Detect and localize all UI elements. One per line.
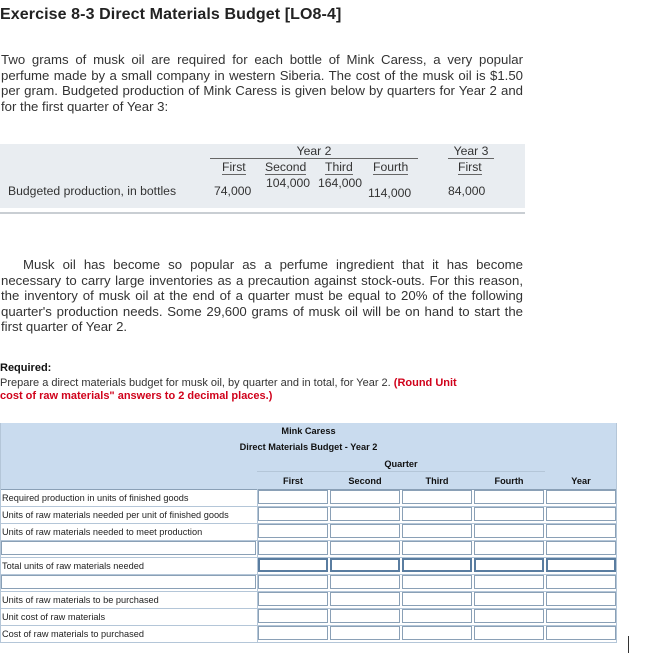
input-r1-c2[interactable] <box>330 490 400 504</box>
row-units-needed-production: Units of raw materials needed to meet production <box>2 527 203 537</box>
required-text <box>0 377 470 403</box>
input-r3-c2[interactable] <box>330 524 400 538</box>
input-r8-c2[interactable] <box>330 609 400 623</box>
row-units-per-unit: Units of raw materials needed per unit of finished goods <box>2 510 229 520</box>
quarter-second: Second <box>265 160 307 174</box>
input-r8-c4[interactable] <box>474 609 544 623</box>
input-r7-c1[interactable] <box>258 592 328 606</box>
rounding-note: (Round Unit cost of raw materials" answers to 2 decimal places.) <box>0 377 457 402</box>
input-r9-c1[interactable] <box>258 626 328 640</box>
year3-quarter-first: First <box>458 160 482 174</box>
input-r4-c3[interactable] <box>402 541 472 555</box>
input-r9-c4[interactable] <box>474 626 544 640</box>
label-input-row-4[interactable] <box>1 541 256 555</box>
inventory-paragraph: Musk oil has become so popular as a perfume ingredient that it has become necessary to carry large inventories as a precaution against stock-outs. For this reason, the inventory of musk oil at the end of a quarter must be equal to 20% of the following quarter's production needs. Some 29,600 grams of musk oil will be on hand to start the first quarter of Year 2. <box>1 257 523 335</box>
input-r1-c4[interactable] <box>474 490 544 504</box>
input-r5-c4[interactable] <box>474 558 544 572</box>
quarter-first: First <box>222 160 246 174</box>
year2-header: Year 2 <box>210 144 418 159</box>
input-r9-c3[interactable] <box>402 626 472 640</box>
input-r1-c1[interactable] <box>258 490 328 504</box>
budget-company: Mink Caress <box>281 426 336 436</box>
input-r3-c4[interactable] <box>474 524 544 538</box>
input-r6-c4[interactable] <box>474 575 544 589</box>
year3-header: Year 3 <box>448 144 494 159</box>
input-r5-c5[interactable] <box>546 558 616 572</box>
col-first: First <box>283 476 303 486</box>
input-r3-c3[interactable] <box>402 524 472 538</box>
input-r3-c5[interactable] <box>546 524 616 538</box>
row-units-to-purchase: Units of raw materials to be purchased <box>2 595 159 605</box>
input-r2-c4[interactable] <box>474 507 544 521</box>
value-year3-first: 84,000 <box>448 184 486 198</box>
quarter-header: Quarter <box>384 459 418 469</box>
input-r7-c5[interactable] <box>546 592 616 606</box>
row-cost-to-purchase: Cost of raw materials to purchased <box>2 629 144 639</box>
input-r6-c1[interactable] <box>258 575 328 589</box>
value-third: 164,000 <box>318 176 363 190</box>
input-r4-c5[interactable] <box>546 541 616 555</box>
text-cursor <box>628 636 629 653</box>
required-instruction: Prepare a direct materials budget for musk oil, by quarter and in total, for Year 2. <box>0 377 391 389</box>
input-r5-c2[interactable] <box>330 558 400 572</box>
input-r7-c2[interactable] <box>330 592 400 606</box>
col-third: Third <box>425 476 449 486</box>
input-r4-c1[interactable] <box>258 541 328 555</box>
input-r3-c1[interactable] <box>258 524 328 538</box>
input-r2-c3[interactable] <box>402 507 472 521</box>
required-heading: Required: <box>0 362 52 374</box>
input-r9-c2[interactable] <box>330 626 400 640</box>
col-second: Second <box>348 476 382 486</box>
row-unit-cost: Unit cost of raw materials <box>2 612 106 622</box>
input-r2-c5[interactable] <box>546 507 616 521</box>
row-required-production: Required production in units of finished goods <box>2 493 189 503</box>
input-r5-c3[interactable] <box>402 558 472 572</box>
budget-title: Direct Materials Budget - Year 2 <box>239 442 378 452</box>
input-r6-c5[interactable] <box>546 575 616 589</box>
input-r8-c1[interactable] <box>258 609 328 623</box>
production-row-label: Budgeted production, in bottles <box>8 184 177 198</box>
value-fourth: 114,000 <box>368 186 412 200</box>
value-first: 74,000 <box>214 184 252 198</box>
col-fourth: Fourth <box>494 476 524 486</box>
page-title: Exercise 8-3 Direct Materials Budget [LO8-4] <box>0 6 342 23</box>
input-r8-c5[interactable] <box>546 609 616 623</box>
input-r2-c1[interactable] <box>258 507 328 521</box>
input-r7-c3[interactable] <box>402 592 472 606</box>
value-second: 104,000 <box>266 176 311 190</box>
input-r4-c4[interactable] <box>474 541 544 555</box>
input-r1-c3[interactable] <box>402 490 472 504</box>
input-r6-c2[interactable] <box>330 575 400 589</box>
input-r5-c1[interactable] <box>258 558 328 572</box>
input-r2-c2[interactable] <box>330 507 400 521</box>
input-r7-c4[interactable] <box>474 592 544 606</box>
input-r8-c3[interactable] <box>402 609 472 623</box>
quarter-fourth: Fourth <box>373 160 409 174</box>
quarter-third: Third <box>325 160 353 174</box>
production-table-divider <box>0 212 525 214</box>
input-r6-c3[interactable] <box>402 575 472 589</box>
input-r1-c5[interactable] <box>546 490 616 504</box>
col-year: Year <box>571 476 591 486</box>
intro-paragraph: Two grams of musk oil are required for each bottle of Mink Caress, a very popular perfume made by a small company in western Siberia. The cost of the musk oil is $1.50 per gram. Budgeted production of Mink Caress is given below by quarters for Year 2 and for the first quarter of Year 3: <box>1 52 523 114</box>
input-r4-c2[interactable] <box>330 541 400 555</box>
input-r9-c5[interactable] <box>546 626 616 640</box>
row-total-units-needed: Total units of raw materials needed <box>2 561 144 571</box>
label-input-row-6[interactable] <box>1 575 256 589</box>
